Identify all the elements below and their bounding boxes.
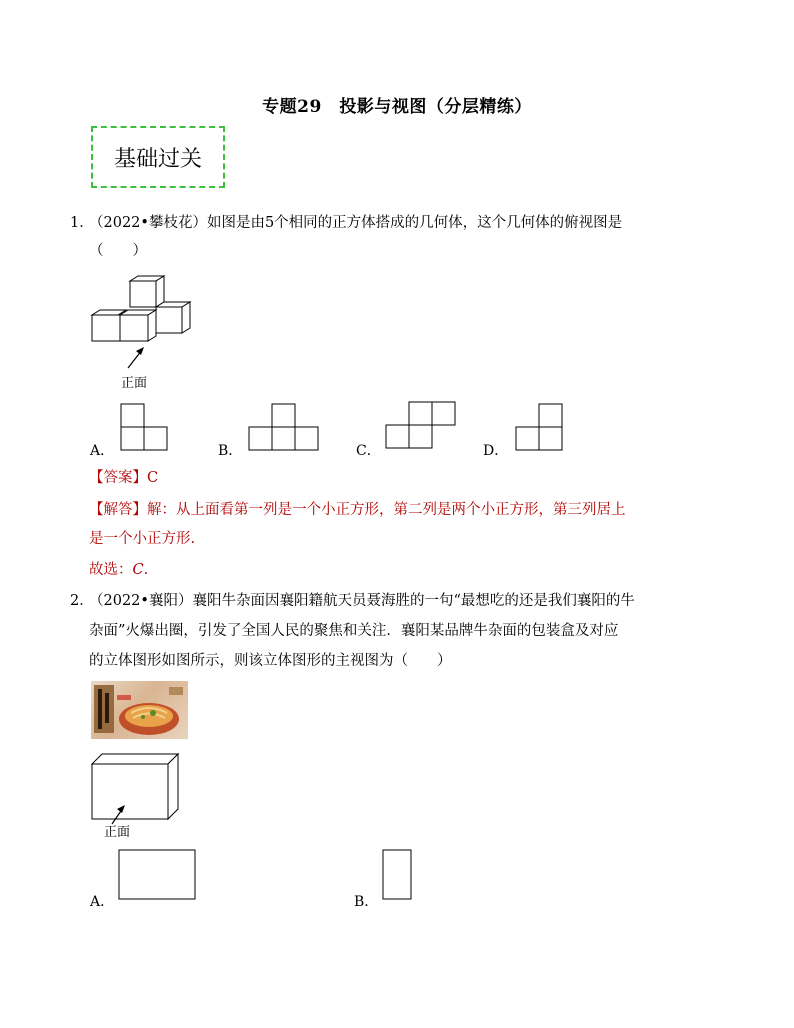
q2-option-b-label: B． bbox=[354, 894, 379, 910]
q1-explanation-line2: 是一个小正方形. bbox=[89, 531, 196, 547]
q1-option-c-figure bbox=[385, 401, 457, 451]
q1-front-label: 正面 bbox=[121, 376, 148, 391]
q2-text-line3: 的立体图形如图所示，则该立体图形的主视图为（ ） bbox=[89, 653, 452, 669]
q1-answer-value: C bbox=[147, 470, 159, 486]
q1-answer-tag: 【答案】 bbox=[89, 470, 147, 486]
q1-text-line1: （2022•攀枝花）如图是由5个相同的正方体搭成的几何体，这个几何体的俯视图是 bbox=[89, 215, 623, 231]
q2-text-line2: 杂面”火爆出圈，引发了全国人民的聚焦和关注．襄阳某品牌牛杂面的包装盒及对应 bbox=[89, 623, 619, 639]
q2-option-a-label: A． bbox=[90, 894, 115, 910]
q2-front-label: 正面 bbox=[104, 825, 131, 840]
q1-cube-right bbox=[156, 302, 190, 333]
q1-cube-top bbox=[130, 276, 164, 307]
q1-option-a-figure bbox=[120, 403, 168, 451]
q2-package-photo bbox=[91, 681, 188, 739]
q1-conclusion bbox=[89, 560, 148, 580]
q1-option-d-label: D． bbox=[483, 443, 509, 459]
q2-option-b-figure bbox=[382, 849, 414, 901]
page-title: 专题29 投影与视图（分层精练） bbox=[262, 97, 532, 117]
q1-cube-bottom-middle bbox=[120, 310, 156, 341]
q1-cube-figure bbox=[90, 276, 200, 348]
q2-option-a-figure bbox=[118, 849, 198, 901]
q1-explain-text1: 解：从上面看第一列是一个小正方形，第二列是两个小正方形，第三列居上 bbox=[147, 502, 626, 518]
q1-conclusion-value: C bbox=[132, 562, 144, 578]
q1-text-line2: （ ） bbox=[89, 243, 147, 259]
q1-option-b-figure bbox=[248, 403, 320, 451]
q1-option-d-figure bbox=[515, 403, 563, 451]
q1-option-c-label: C． bbox=[356, 443, 381, 459]
q1-conclusion-text: 故选： bbox=[89, 562, 133, 578]
q2-text-line1: （2022•襄阳）襄阳牛杂面因襄阳籍航天员聂海胜的一句“最想吃的还是我们襄阳的牛 bbox=[89, 593, 635, 609]
section-label-box bbox=[91, 126, 225, 188]
section-label: 基础过关 bbox=[113, 146, 202, 172]
q1-explain-tag: 【解答】 bbox=[89, 502, 147, 518]
q1-answer bbox=[89, 468, 158, 488]
q1-front-arrow bbox=[128, 347, 144, 368]
q1-option-a-label: A． bbox=[90, 443, 115, 459]
q2-box-figure bbox=[90, 752, 180, 822]
q1-explanation-line1 bbox=[89, 500, 626, 520]
q2-number: 2． bbox=[70, 593, 94, 609]
q1-option-b-label: B． bbox=[218, 443, 243, 459]
q1-number: 1． bbox=[70, 215, 94, 231]
q1-conclusion-end: . bbox=[143, 562, 149, 578]
